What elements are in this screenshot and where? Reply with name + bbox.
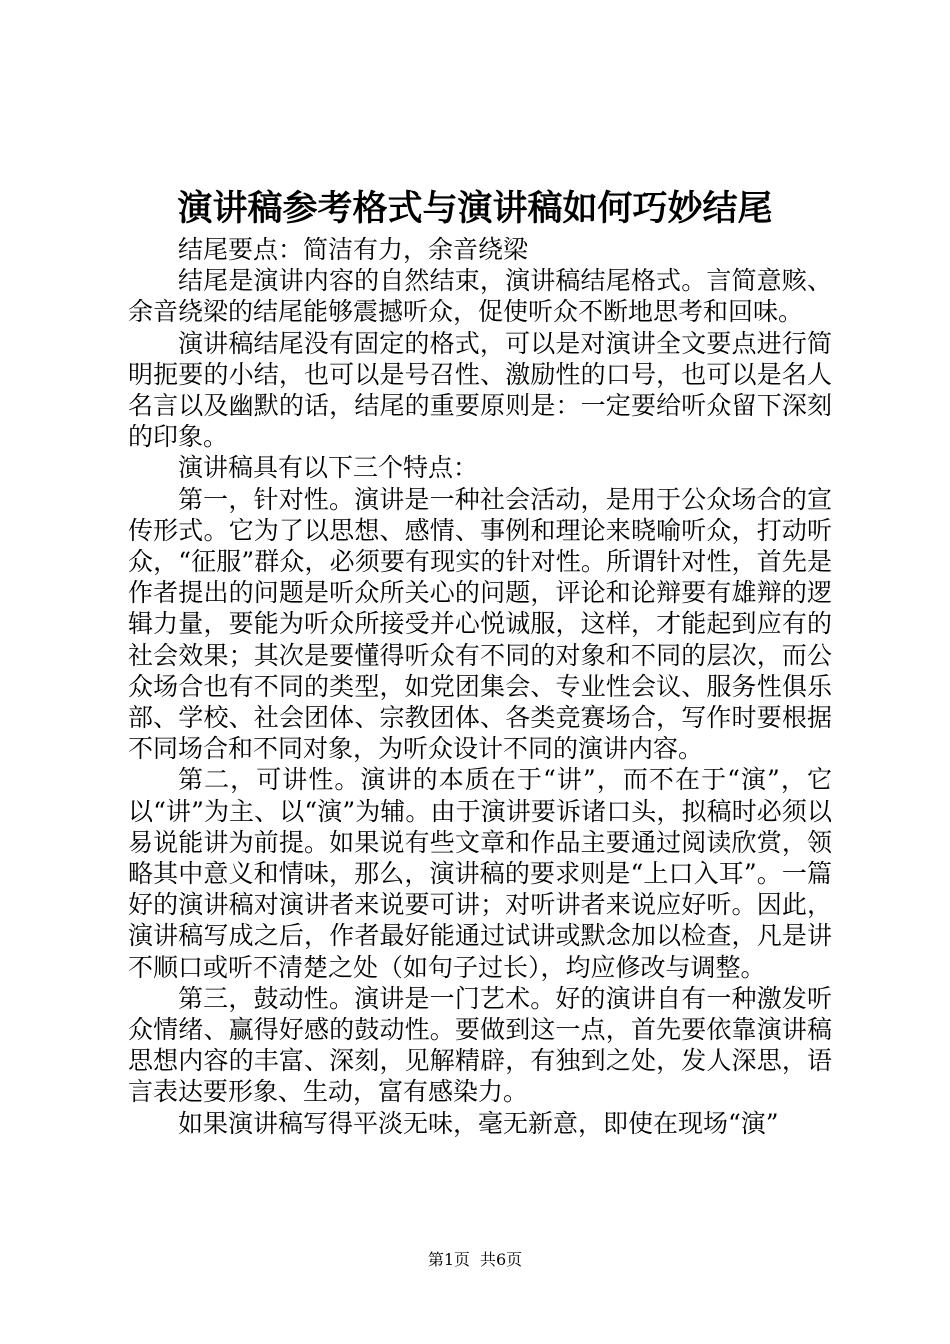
page-total: 共6页: [480, 1250, 523, 1269]
document-body: [128, 234, 832, 1139]
paragraph: 结尾要点：简洁有力，余音绕梁: [178, 235, 529, 264]
paragraph: 如果演讲稿写得平淡无味，毫无新意，即使在现场“演”: [178, 1108, 779, 1138]
document-title: 演讲稿参考格式与演讲稿如何巧妙结尾: [177, 188, 773, 229]
paragraph: 第一，针对性。演讲是一种社会活动，是用于公众场合的宣传形式。它为了以思想、感情、事例和理论来晓喻听众，打动听众，“征服”群众，必须要有现实的针对性。所谓针对性，首先是作者提出的问题是听众所关心的问题，评论和论辩要有雄辩的逻辑力量，要能为听众所接受并心悦诚服，这样，才能起到应有的社会效果；其次是要懂得听众有不同的对象和不同的层次，而公众场合也有不同的类型，如党团集会、专业性会议、服务性俱乐部、学校、社会团体、宗教团体、各类竞赛场合，写作时要根据不同场合和不同对象，为听众设计不同的演讲内容。: [128, 484, 832, 764]
paragraph: 第三，鼓动性。演讲是一门艺术。好的演讲自有一种激发听众情绪、赢得好感的鼓动性。要做到这一点，首先要依靠演讲稿思想内容的丰富、深刻，见解精辟，有独到之处，发人深思，语言表达要形象、生动，富有感染力。: [128, 983, 832, 1107]
paragraph: 演讲稿具有以下三个特点：: [178, 453, 479, 483]
paragraph: 结尾是演讲内容的自然结束，演讲稿结尾格式。言简意赅、余音绕梁的结尾能够震撼听众，促使听众不断地思考和回味。: [128, 266, 832, 327]
page-footer: [0, 1249, 950, 1271]
paragraph: 演讲稿结尾没有固定的格式，可以是对演讲全文要点进行简明扼要的小结，也可以是号召性、激励性的口号，也可以是名人名言以及幽默的话，结尾的重要原则是：一定要给听众留下深刻的印象。: [128, 328, 832, 452]
paragraph: 第二，可讲性。演讲的本质在于“讲”，而不在于“演”，它以“讲”为主、以“演”为辅。由于演讲要诉诸口头，拟稿时必须以易说能讲为前提。如果说有些文章和作品主要通过阅读欣赏，领略其中意义和情味，那么，演讲稿的要求则是“上口入耳”。一篇好的演讲稿对演讲者来说要可讲；对听讲者来说应好听。因此，演讲稿写成之后，作者最好能通过试讲或默念加以检查，凡是讲不顺口或听不清楚之处（如句子过长），均应修改与调整。: [128, 765, 832, 982]
page-number: 第1页: [427, 1250, 470, 1269]
